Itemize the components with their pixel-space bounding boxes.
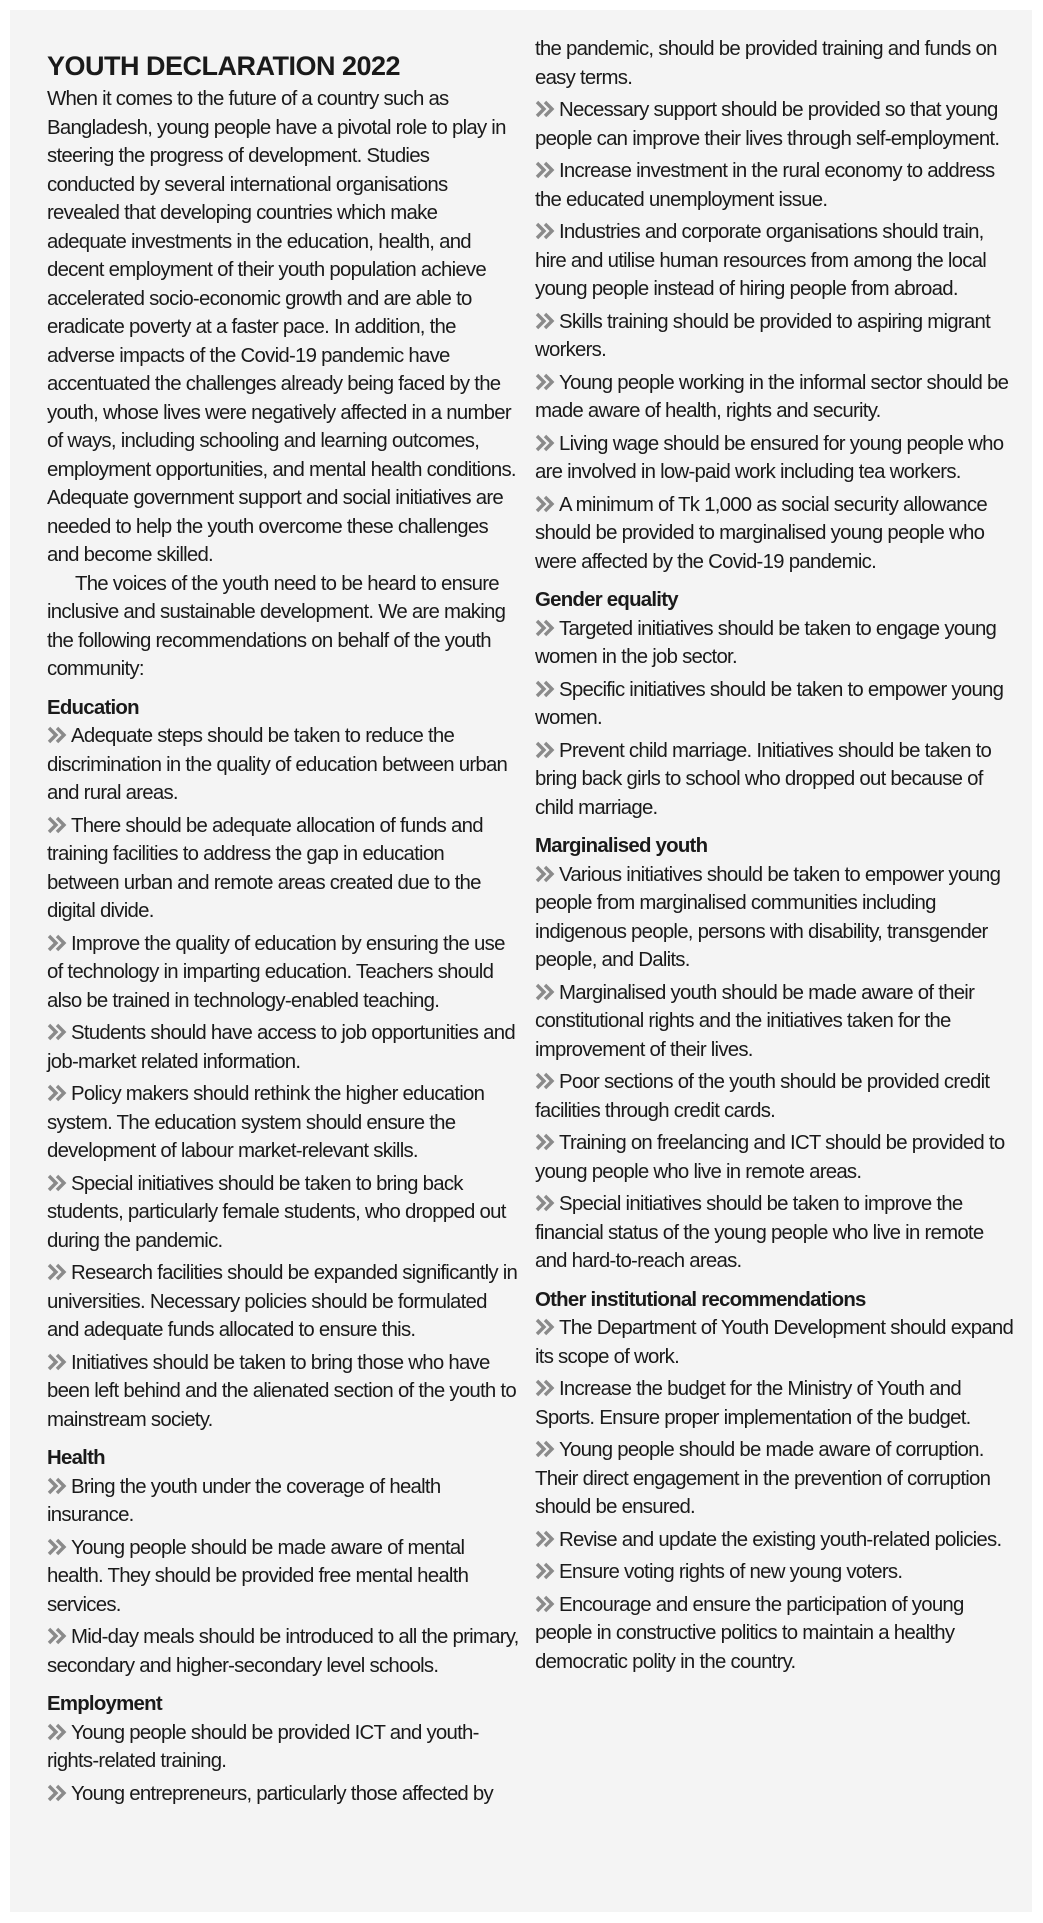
item-text: the pandemic, should be provided training and funds on easy terms.: [535, 38, 997, 89]
list-item: [535, 96, 1015, 153]
item-text: Students should have access to job opportunities and job-market related information.: [47, 1022, 515, 1073]
item-text: Young entrepreneurs, particularly those affected by: [71, 1782, 493, 1805]
employment-list-part2: [535, 35, 1015, 576]
double-chevron-right-icon: [47, 1477, 69, 1495]
double-chevron-right-icon: [535, 865, 557, 883]
list-item: [535, 218, 1015, 304]
double-chevron-right-icon: [535, 1072, 557, 1090]
marginalised-list: [535, 861, 1015, 1276]
double-chevron-right-icon: [47, 1174, 69, 1192]
item-text: A minimum of Tk 1,000 as social security allowance should be provided to marginalised young people who were affected by the Covid-19 pandemic.: [535, 493, 987, 573]
list-item: [535, 861, 1015, 975]
item-text: Industries and corporate organisations should train, hire and utilise human resources from among the local young people instead of hiring people from abroad.: [535, 221, 987, 300]
item-text: Increase the budget for the Ministry of Youth and Sports. Ensure proper implementation of the budget.: [535, 1378, 971, 1429]
list-item: [47, 1719, 520, 1776]
list-item: [535, 1591, 1015, 1677]
item-text: Specific initiatives should be taken to empower young women.: [535, 678, 1004, 729]
list-item: [535, 1375, 1015, 1432]
intro-paragraph: The voices of the youth need to be heard to ensure inclusive and sustainable development. We are making the following recommendations on behalf of the youth community:: [47, 572, 506, 680]
item-text: Improve the quality of education by ensuring the use of technology in imparting education. Teachers should also be trained in technology-enabled teaching.: [47, 932, 505, 1012]
declaration-panel: [10, 10, 1032, 1912]
intro-paragraph: When it comes to the future of a country such as Bangladesh, young people have a pivotal role to play in steering the progress of development. Studies conducted by several international organisations revealed that developing countries which make adequate investments in the education, health, and decent employment of their youth population achieve accelerated socio-economic growth and are able to eradicate poverty at a faster pace. In addition, the adverse impacts of the Covid-19 pandemic have accentuated the challenges already being faced by the youth, whose lives were negatively affected in a number of ways, including schooling and learning outcomes, employment opportunities, and mental health conditions. Adequate government support and social initiatives are needed to help the youth overcome these challenges and become skilled.: [47, 88, 516, 566]
institutional-list: [535, 1314, 1015, 1676]
item-text: The Department of Youth Development should expand its scope of work.: [535, 1317, 1014, 1368]
list-item: [47, 1780, 520, 1809]
list-item: [535, 1068, 1015, 1125]
double-chevron-right-icon: [535, 680, 557, 698]
list-item: [535, 615, 1015, 672]
list-item: [47, 812, 520, 926]
item-text: Skills training should be provided to aspiring migrant workers.: [535, 310, 991, 361]
double-chevron-right-icon: [535, 1440, 557, 1458]
list-item: [535, 1129, 1015, 1186]
employment-list-part1: [47, 1719, 520, 1809]
list-item: [47, 1259, 520, 1345]
health-list: [47, 1473, 520, 1681]
item-text: Increase investment in the rural economy to address the educated unemployment issue.: [535, 160, 995, 211]
double-chevron-right-icon: [535, 983, 557, 1001]
double-chevron-right-icon: [47, 1263, 69, 1281]
list-item: [47, 1080, 520, 1166]
list-item: [47, 1170, 520, 1256]
double-chevron-right-icon: [535, 619, 557, 637]
double-chevron-right-icon: [47, 934, 69, 952]
item-text: Necessary support should be provided so that young people can improve their lives through self-employment.: [535, 99, 1000, 150]
list-item: [47, 1349, 520, 1435]
double-chevron-right-icon: [535, 1379, 557, 1397]
list-item: [535, 1436, 1015, 1522]
double-chevron-right-icon: [47, 1023, 69, 1041]
item-text: Ensure voting rights of new young voters.: [559, 1561, 903, 1583]
list-item: [535, 1190, 1015, 1276]
item-text: Young people working in the informal sector should be made aware of health, rights and security.: [535, 371, 1009, 422]
list-item: [535, 308, 1015, 365]
list-item: [535, 157, 1015, 214]
list-item: [535, 369, 1015, 426]
double-chevron-right-icon: [47, 1627, 69, 1645]
item-text: Adequate steps should be taken to reduce the discrimination in the quality of education between urban and rural areas.: [47, 725, 508, 804]
double-chevron-right-icon: [535, 1318, 557, 1336]
list-item: [47, 1623, 520, 1680]
section-heading-gender-equality: Gender equality: [535, 589, 678, 611]
double-chevron-right-icon: [535, 434, 557, 452]
item-text: Various initiatives should be taken to empower young people from marginalised communities including indigenous people, persons with disability, transgender people, and Dalits.: [535, 863, 1001, 971]
list-item: [47, 1473, 520, 1530]
list-item: [535, 676, 1015, 733]
double-chevron-right-icon: [535, 1595, 557, 1613]
double-chevron-right-icon: [47, 1084, 69, 1102]
double-chevron-right-icon: [535, 741, 557, 759]
double-chevron-right-icon: [535, 222, 557, 240]
gender-list: [535, 615, 1015, 823]
item-text: Prevent child marriage. Initiatives should be taken to bring back girls to school who dropped out because of child marriage.: [535, 739, 992, 819]
item-text: Policy makers should rethink the higher education system. The education system should ensure the development of labour market-relevant skills.: [47, 1083, 485, 1162]
item-text: Training on freelancing and ICT should be provided to young people who live in remote areas.: [535, 1132, 1005, 1183]
double-chevron-right-icon: [47, 1784, 69, 1802]
double-chevron-right-icon: [47, 816, 69, 834]
list-item: [535, 1526, 1015, 1555]
right-column: [535, 38, 1015, 1676]
section-heading-employment: Employment: [47, 1693, 162, 1715]
item-text: Marginalised youth should be made aware of their constitutional rights and the initiatives taken for the improvement of their lives.: [535, 981, 975, 1061]
double-chevron-right-icon: [47, 1353, 69, 1371]
item-text: Targeted initiatives should be taken to engage young women in the job sector.: [535, 617, 997, 668]
double-chevron-right-icon: [535, 100, 557, 118]
item-text: Young people should be provided ICT and youth-rights-related training.: [47, 1721, 479, 1772]
list-item: [535, 979, 1015, 1065]
double-chevron-right-icon: [535, 1562, 557, 1580]
double-chevron-right-icon: [535, 1530, 557, 1548]
item-text: Young people should be made aware of mental health. They should be provided free mental health services.: [47, 1536, 469, 1616]
double-chevron-right-icon: [535, 1133, 557, 1151]
item-text: Young people should be made aware of corruption. Their direct engagement in the prevention of corruption should be ensured.: [535, 1439, 991, 1518]
item-text: Encourage and ensure the participation of young people in constructive politics to maintain a healthy democratic polity in the country.: [535, 1593, 964, 1673]
list-item: [535, 1558, 1015, 1587]
double-chevron-right-icon: [47, 1723, 69, 1741]
item-text: Poor sections of the youth should be provided credit facilities through credit cards.: [535, 1071, 990, 1122]
item-text: Mid-day meals should be introduced to all the primary, secondary and higher-secondary level schools.: [47, 1626, 519, 1677]
item-text: Living wage should be ensured for young people who are involved in low-paid work including tea workers.: [535, 432, 1004, 483]
double-chevron-right-icon: [47, 1538, 69, 1556]
item-text: Revise and update the existing youth-related policies.: [559, 1528, 1002, 1551]
list-item: [47, 930, 520, 1016]
section-heading-marginalised-youth: Marginalised youth: [535, 835, 708, 857]
double-chevron-right-icon: [535, 312, 557, 330]
item-text: Special initiatives should be taken to improve the financial status of the young people who live in remote and hard-to-reach areas.: [535, 1193, 984, 1272]
list-item: [47, 1534, 520, 1620]
double-chevron-right-icon: [535, 495, 557, 513]
list-item: [535, 491, 1015, 577]
double-chevron-right-icon: [535, 161, 557, 179]
item-text: Bring the youth under the coverage of health insurance.: [47, 1475, 441, 1526]
double-chevron-right-icon: [535, 1194, 557, 1212]
section-heading-education: Education: [47, 696, 139, 719]
double-chevron-right-icon: [535, 373, 557, 391]
item-text: Special initiatives should be taken to bring back students, particularly female students, who dropped out during the pandemic.: [47, 1172, 506, 1252]
section-heading-health: Health: [47, 1447, 105, 1469]
item-text: Research facilities should be expanded significantly in universities. Necessary policies should be formulated and adequate funds allocated to ensure this.: [47, 1262, 518, 1341]
list-item: [47, 722, 520, 808]
double-chevron-right-icon: [47, 726, 69, 744]
list-item: [47, 1019, 520, 1076]
list-item: [535, 737, 1015, 823]
list-item: [535, 1314, 1015, 1371]
section-heading-other-institutional: Other institutional recommendations: [535, 1288, 866, 1311]
education-list: [47, 722, 520, 1434]
item-text: Initiatives should be taken to bring those who have been left behind and the alienated section of the youth to mainstream society.: [47, 1351, 516, 1431]
left-column: [47, 43, 520, 1808]
list-item: [535, 430, 1015, 487]
page-title: YOUTH DECLARATION 2022: [47, 51, 401, 81]
list-item-continued: [535, 35, 1015, 92]
item-text: There should be adequate allocation of funds and training facilities to address the gap in education between urban and remote areas created due to the digital divide.: [47, 814, 483, 922]
